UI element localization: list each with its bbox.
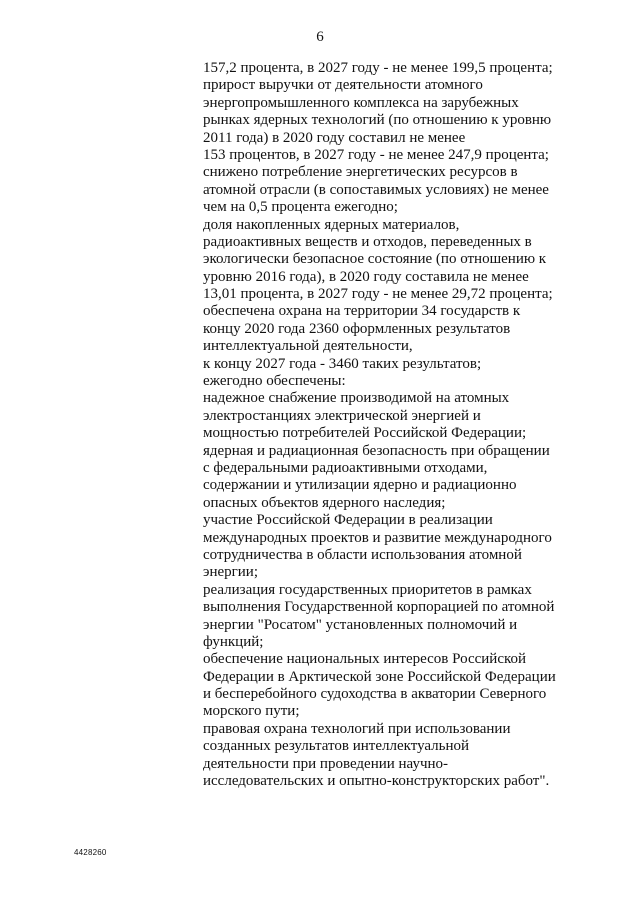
page-number: 6 xyxy=(316,29,324,45)
text-line: с федеральными радиоактивными отходами, xyxy=(203,459,488,476)
text-line: ядерная и радиационная безопасность при обращении xyxy=(203,442,550,459)
text-line: обеспечение национальных интересов Российской xyxy=(203,651,527,668)
text-line: электростанциях электрической энергией и xyxy=(203,407,481,424)
text-line: 13,01 процента, в 2027 году - не менее 29,72 процента; xyxy=(203,286,553,303)
text-line: опасных объектов ядерного наследия; xyxy=(203,494,446,511)
text-line: энергии; xyxy=(203,564,258,581)
document-code: 4428260 xyxy=(74,848,107,857)
text-line: прирост выручки от деятельности атомного xyxy=(203,77,483,94)
text-line: участие Российской Федерации в реализации xyxy=(203,512,493,529)
text-line: доля накопленных ядерных материалов, xyxy=(203,216,460,233)
document-body xyxy=(203,60,603,790)
text-line: радиоактивных веществ и отходов, переведенных в xyxy=(203,233,532,250)
text-line: функций; xyxy=(203,633,264,650)
text-line: реализация государственных приоритетов в рамках xyxy=(203,581,532,598)
text-line: чем на 0,5 процента ежегодно; xyxy=(203,199,398,216)
text-line: энергии "Росатом" установленных полномочий и xyxy=(203,616,518,633)
text-line: содержании и утилизации ядерно и радиационно xyxy=(203,477,517,494)
text-line: сотрудничества в области использования атомной xyxy=(203,546,522,563)
text-line: морского пути; xyxy=(203,703,300,720)
text-line: правовая охрана технологий при использовании xyxy=(203,720,511,737)
text-line: международных проектов и развитие международного xyxy=(203,529,552,546)
text-line: созданных результатов интеллектуальной xyxy=(203,738,470,755)
text-line: снижено потребление энергетических ресурсов в xyxy=(203,164,518,181)
text-line: интеллектуальной деятельности, xyxy=(203,338,413,355)
text-line: деятельности при проведении научно- xyxy=(203,755,449,772)
text-line: 157,2 процента, в 2027 году - не менее 199,5 процента; xyxy=(203,60,553,76)
text-line: концу 2020 года 2360 оформленных результатов xyxy=(203,320,511,337)
text-line: выполнения Государственной корпорацией по атомной xyxy=(203,599,555,616)
text-line: энергопромышленного комплекса на зарубежных xyxy=(203,94,519,111)
text-line: Федерации в Арктической зоне Российской Федерации xyxy=(203,668,556,685)
text-line: атомной отрасли (в сопоставимых условиях) не менее xyxy=(203,181,549,198)
text-line: уровню 2016 года), в 2020 году составила не менее xyxy=(203,268,529,285)
text-line: к концу 2027 года - 3460 таких результатов; xyxy=(203,355,482,372)
text-line: экологически безопасное состояние (по отношению к xyxy=(203,251,547,268)
text-line: 2011 года) в 2020 году составил не менее xyxy=(203,129,466,146)
text-line: рынках ядерных технологий (по отношению к уровню xyxy=(203,112,552,129)
text-line: исследовательских и опытно-конструкторских работ". xyxy=(203,773,550,790)
text-line: 153 процентов, в 2027 году - не менее 247,9 процента; xyxy=(203,146,549,163)
text-line: ежегодно обеспечены: xyxy=(203,373,346,390)
text-line: обеспечена охрана на территории 34 государств к xyxy=(203,303,521,320)
text-line: мощностью потребителей Российской Федерации; xyxy=(203,425,527,442)
text-line: надежное снабжение производимой на атомных xyxy=(203,390,510,407)
text-line: и бесперебойного судоходства в акватории Северного xyxy=(203,686,547,703)
